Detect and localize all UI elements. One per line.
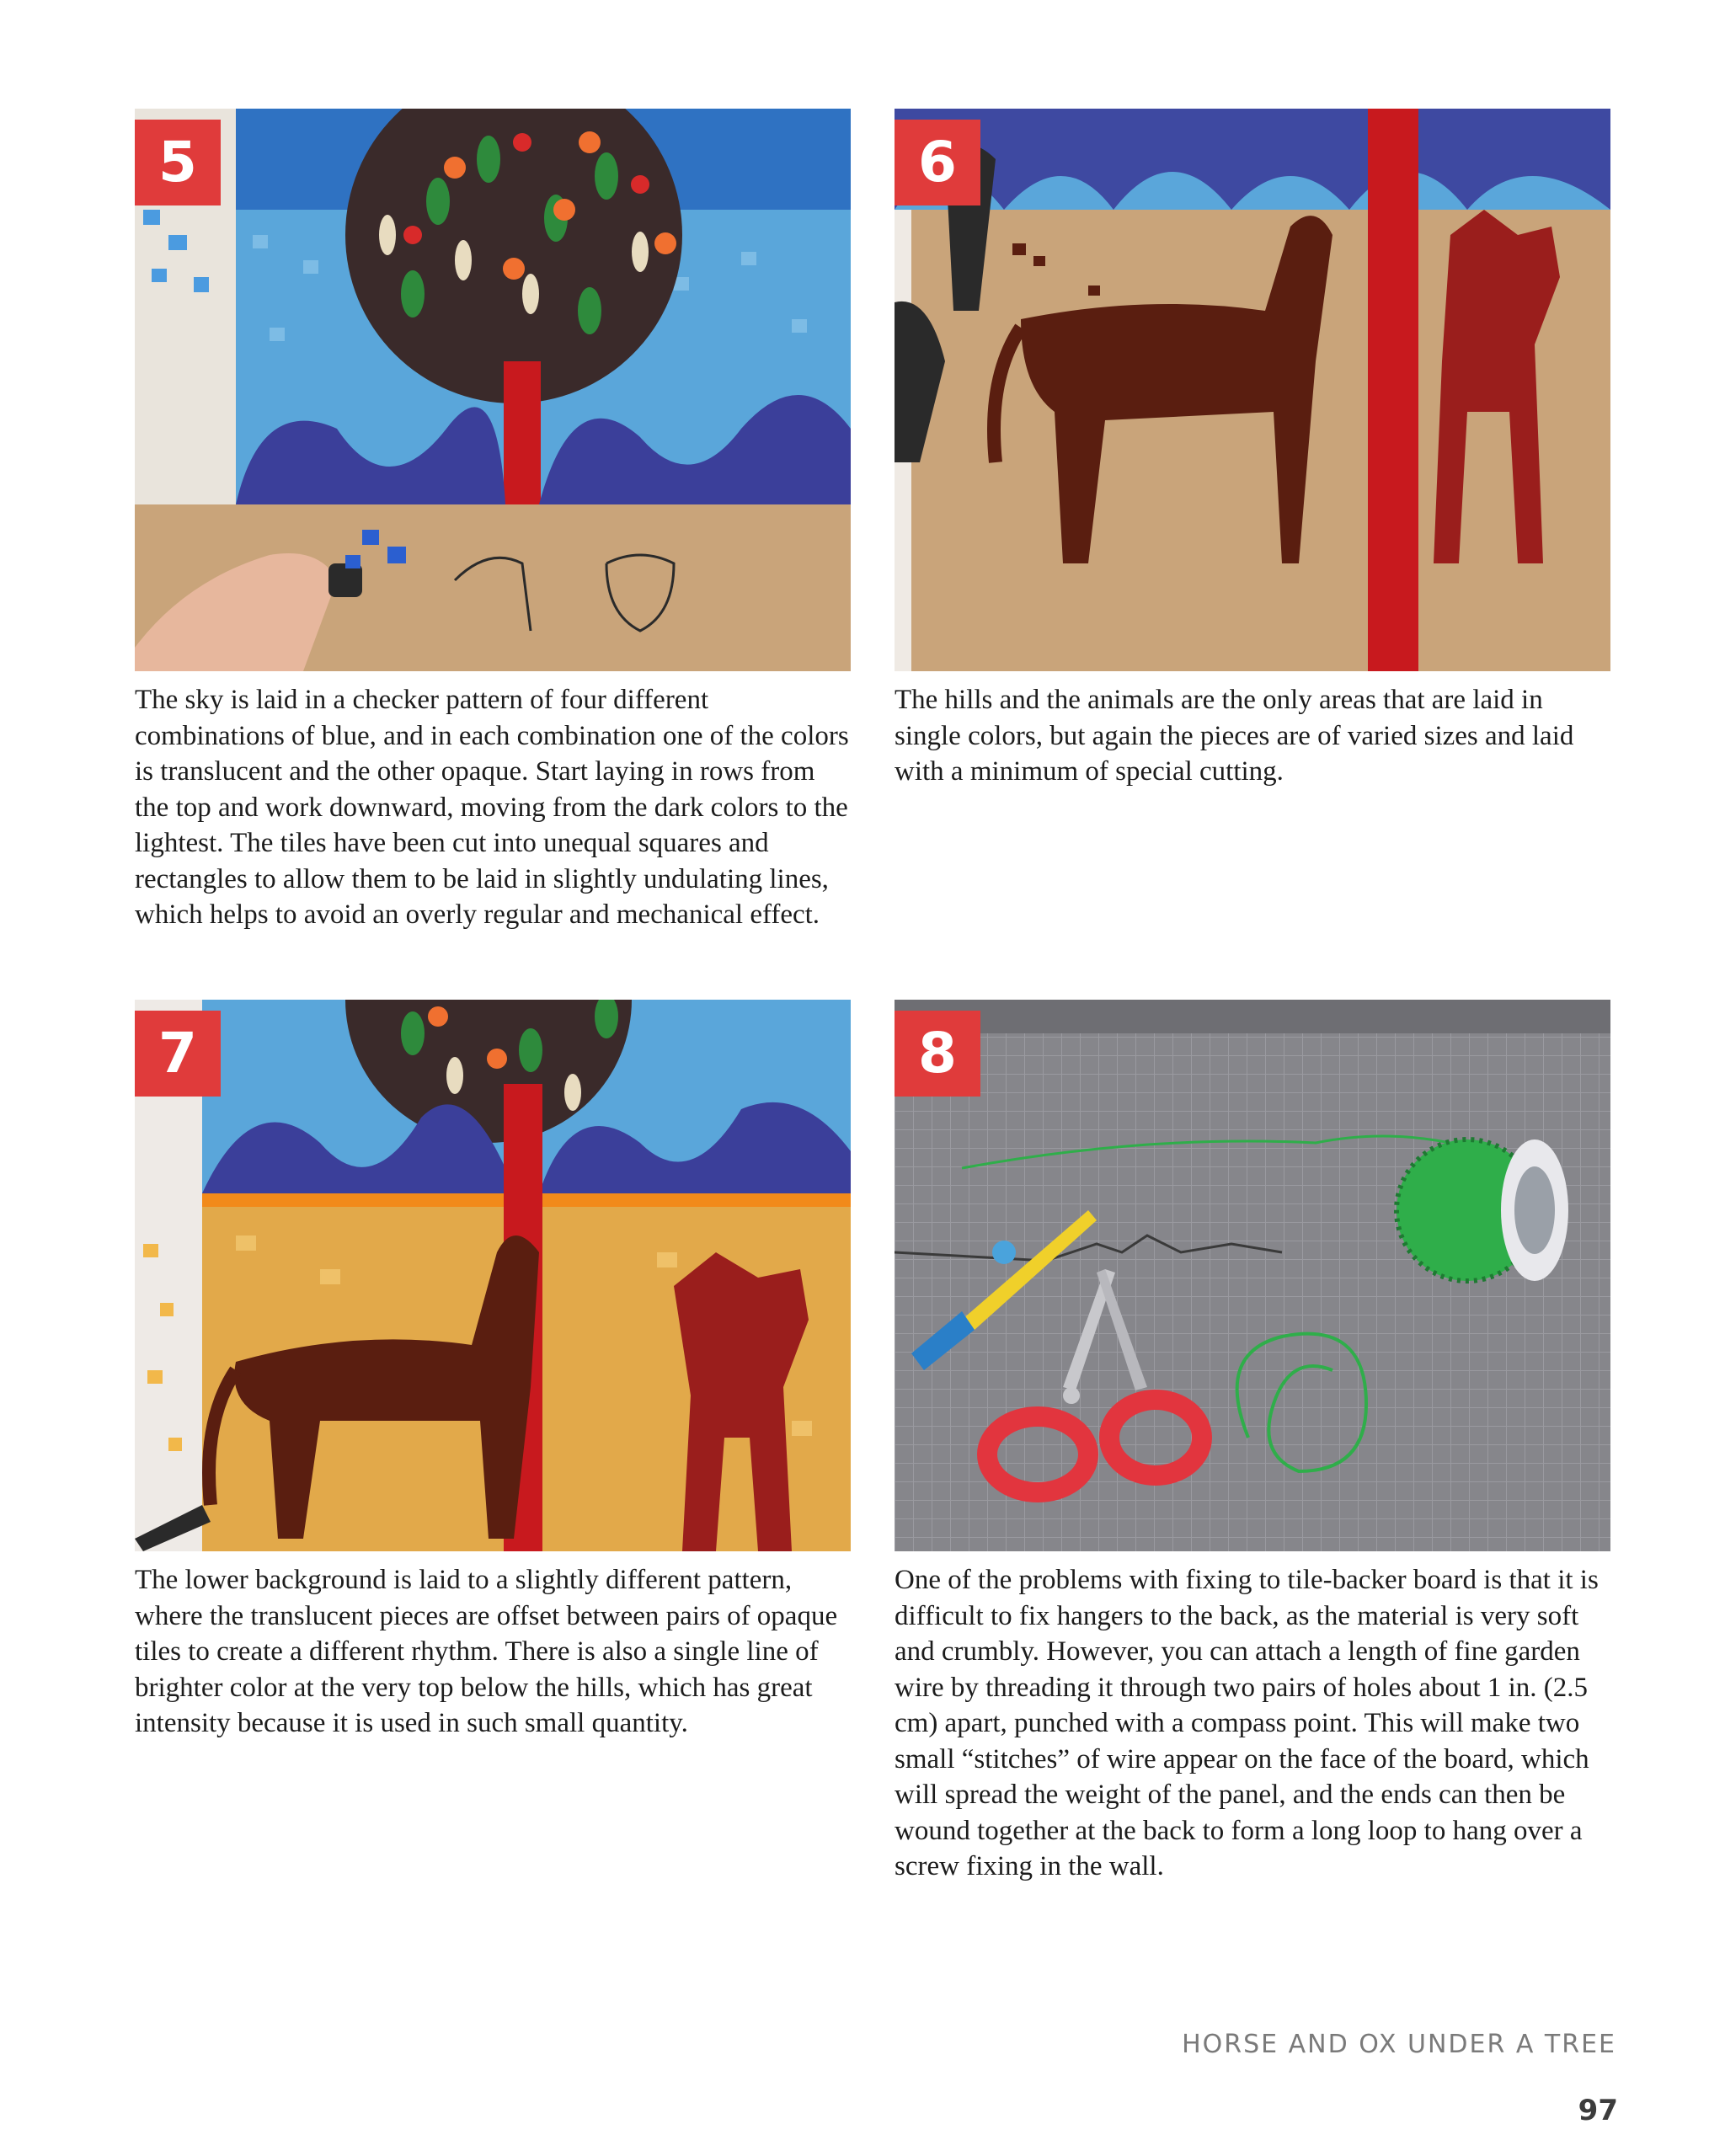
- step-7-number-badge: 7: [135, 1011, 221, 1097]
- step-6-caption: The hills and the animals are the only areas that are laid in single colors, but again the pieces are of varied sizes and laid with a minimum of special cutting.: [895, 685, 1574, 787]
- step-8-number-badge: 8: [895, 1011, 980, 1097]
- step-8-photo: [895, 1000, 1610, 1551]
- step-7-photo: [135, 1000, 851, 1551]
- page-number: 97: [1578, 2094, 1618, 2127]
- step-8-caption: One of the problems with fixing to tile-backer board is that it is difficult to fix hangers to the back, as the material is very soft and crumbly. However, you can attach a length of fine garden wire by threading it through two pairs of holes about 1 in. (2.5 cm) apart, punched with a compass point. This will make two small “stitches” of wire appear on the face of the board, which will spread the weight of the panel, and the ends can then be wound together at the back to form a long loop to hang over a screw fixing in the wall.: [895, 1565, 1599, 1881]
- step-5-photo: [135, 109, 851, 671]
- step-6-number-badge: 6: [895, 120, 980, 205]
- running-footer-section-title: HORSE AND OX UNDER A TREE: [1182, 2030, 1616, 2059]
- step-5-number-badge: 5: [135, 120, 221, 205]
- step-7-caption: The lower background is laid to a slightly different pattern, where the translucent pieces are offset between pairs of opaque tiles to create a different rhythm. There is also a single line of brighter color at the very top below the hills, which has great intensity because it is used in such small quantity.: [135, 1565, 838, 1738]
- step-5-caption: The sky is laid in a checker pattern of four different combinations of blue, and in each combination one of the colors is translucent and the other opaque. Start laying in rows from the top and work downward, moving from the dark colors to the lightest. The tiles have been cut into unequal squares and rectangles to allow them to be laid in slightly undulating lines, which helps to avoid an overly regular and mechanical effect.: [135, 685, 849, 930]
- step-6-photo: [895, 109, 1610, 671]
